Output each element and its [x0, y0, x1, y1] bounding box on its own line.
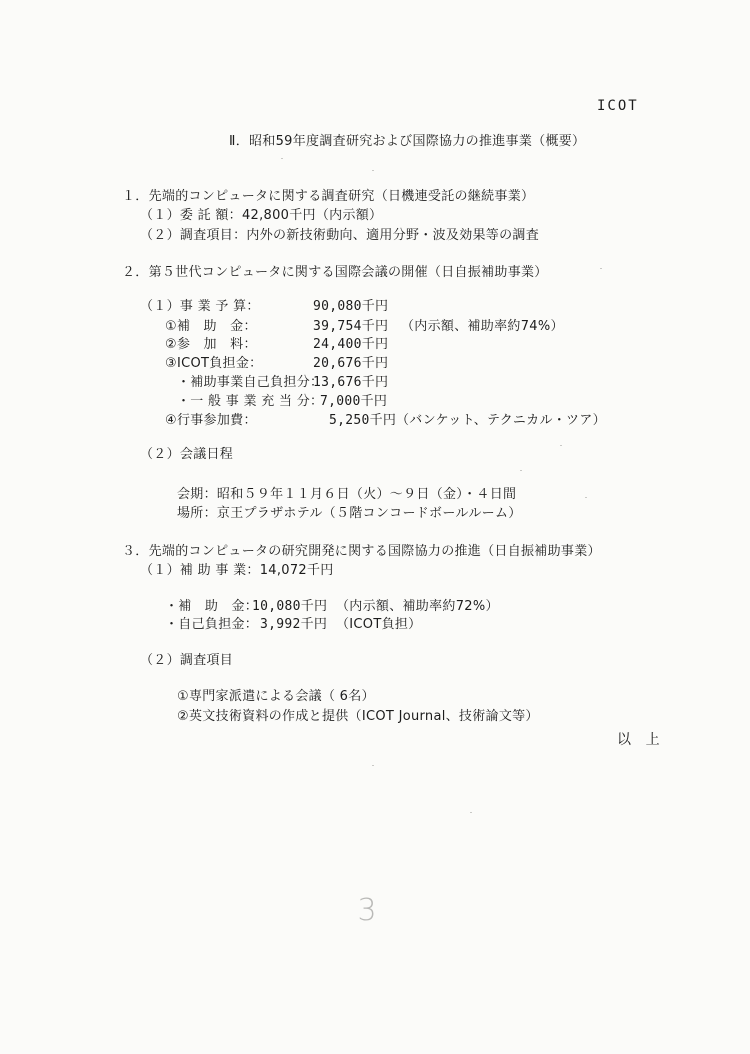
budget-row-amount: 7,000千円	[320, 394, 388, 409]
subsidy-row-note: （内示額、補助率約72%）	[336, 599, 499, 614]
scan-speck	[600, 268, 602, 269]
section-1-heading: １．先端的コンピュータに関する調査研究（日機連受託の継続事業）	[122, 189, 535, 204]
page-number: 3	[357, 893, 377, 928]
section-1-contract-amount: （１）委 託 額：42,800千円（内示額）	[140, 208, 383, 223]
subsidy-row-label: ・自己負担金：	[165, 617, 259, 632]
budget-row-label: ・一 般 事 業 充 当 分：	[177, 394, 324, 409]
subsidy-row-amount: 3,992千円	[260, 617, 328, 632]
scan-speck	[372, 170, 374, 171]
subsidy-row-amount: 10,080千円	[252, 599, 328, 614]
subsidy-row-note: （ICOT負担）	[336, 617, 422, 632]
scan-speck	[470, 812, 472, 813]
section-1-survey-items: （２）調査項目：内外の新技術動向、適用分野・波及効果等の調査	[140, 228, 540, 243]
document-title: Ⅱ．昭和59年度調査研究および国際協力の推進事業（概要）	[229, 134, 586, 149]
budget-row-label: ④行事参加費：	[165, 413, 257, 428]
scan-speck	[281, 158, 283, 159]
subsidy-row-label: ・補 助 金：	[165, 599, 259, 614]
conference-venue: 場所：京王プラザホテル（５階コンコードボールルーム）	[177, 506, 522, 521]
scan-speck	[372, 765, 374, 766]
budget-row-amount: 20,676千円	[313, 356, 389, 371]
conference-period: 会期：昭和５９年１１月６日（火）～９日（金）・４日間	[177, 487, 517, 502]
budget-row-label: ・補助事業自己負担分：	[177, 375, 324, 390]
budget-row-note: （バンケット、テクニカル・ツア）	[396, 413, 606, 428]
budget-row-amount: 24,400千円	[313, 337, 389, 352]
budget-row-amount: 39,754千円	[313, 319, 389, 334]
section-3-heading: ３．先端的コンピュータの研究開発に関する国際協力の推進（日自振補助事業）	[122, 544, 601, 559]
budget-row-label: ②参 加 料：	[165, 337, 257, 352]
org-label: ICOT	[597, 98, 639, 114]
survey-items-heading: （２）調査項目	[140, 653, 234, 668]
budget-row-label: （１）事 業 予 算：	[140, 299, 260, 314]
section-3-subsidy-project: （１）補 助 事 業：14,072千円	[140, 563, 334, 578]
scan-speck	[560, 445, 562, 446]
scan-speck	[585, 497, 587, 498]
section-2-heading: ２．第５世代コンピュータに関する国際会議の開催（日自振補助事業）	[122, 265, 548, 280]
budget-row-amount: 13,676千円	[313, 375, 389, 390]
budget-row-amount: 5,250千円	[329, 413, 397, 428]
closing-mark: 以 上	[617, 732, 660, 748]
scan-speck	[520, 470, 522, 471]
budget-row-label: ③ICOT負担金：	[165, 356, 263, 371]
budget-row-amount: 90,080千円	[313, 299, 389, 314]
survey-item: ①専門家派遣による会議（ 6名）	[177, 689, 375, 704]
budget-row-label: ①補 助 金：	[165, 319, 257, 334]
schedule-heading: （２）会議日程	[140, 447, 234, 462]
budget-row-note: （内示額、補助率約74%）	[401, 319, 564, 334]
survey-item: ②英文技術資料の作成と提供（ICOT Journal、技術論文等）	[177, 709, 539, 724]
